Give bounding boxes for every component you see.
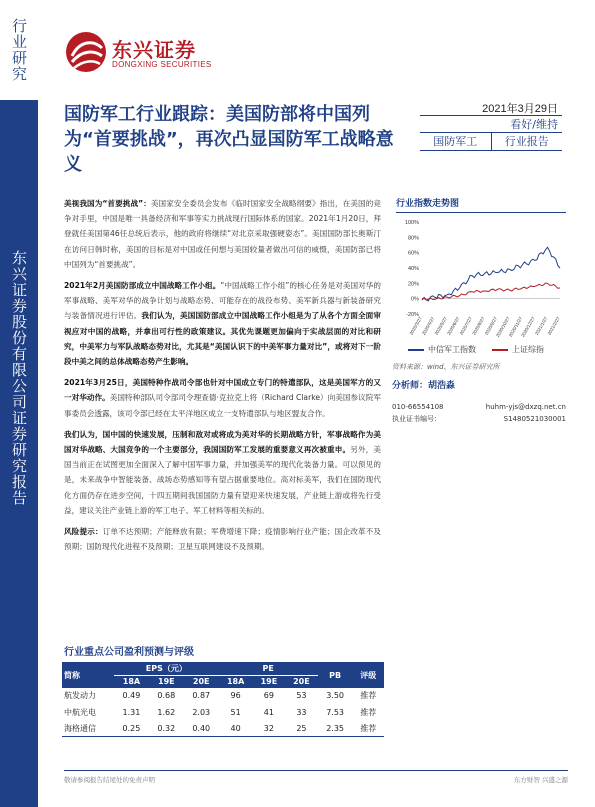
eps-cell: 0.40 <box>184 720 219 736</box>
table-header-row-1 <box>62 662 384 675</box>
analyst-cert-label: 执业证书编号： <box>392 415 441 423</box>
report-body <box>64 196 381 560</box>
paragraph-1 <box>64 196 381 272</box>
sidebar <box>0 0 38 807</box>
pe-cell: 41 <box>253 704 286 720</box>
report-category-label: 行业研究 <box>10 18 28 82</box>
x-tick-label: 2020/10/27 <box>495 316 511 339</box>
y-tick-label: 80% <box>407 235 419 242</box>
x-tick-label: 2020/8/27 <box>471 316 486 336</box>
x-tick-label: 2020/7/27 <box>458 316 474 336</box>
y-tick-label: 20% <box>407 281 419 288</box>
tag-industry: 国防军工 <box>420 133 492 150</box>
paragraph-2 <box>64 278 381 369</box>
pe-cell: 40 <box>219 720 253 736</box>
analyst-name: 分析师：胡浩淼 <box>392 381 456 391</box>
y-tick-label: 0% <box>411 296 419 303</box>
pe-cell: 51 <box>219 704 253 720</box>
logo-text-cn: 东兴证券 <box>112 38 196 62</box>
y-tick-label: 40% <box>407 266 419 272</box>
pb-cell: 2.35 <box>318 720 353 736</box>
legend-label-1: 中信军工指数 <box>428 345 476 354</box>
pb-cell: 7.53 <box>318 704 353 720</box>
paragraph-3-text: 美国特种部队司令部司令理查德·克拉克上将（Richard Clarke）向美国参议院军事委员会透露，该司令部已经在太平洋地区成立一支特遣部队与地区盟友合作。 <box>64 393 382 418</box>
x-tick-label: 2021/1/27 <box>533 316 549 336</box>
pe-cell: 32 <box>253 720 286 736</box>
sidebar-top <box>0 0 38 100</box>
x-tick-label: 2020/4/27 <box>421 316 436 336</box>
header-year: 18A <box>219 675 253 688</box>
analyst-cert-number: S1480521030001 <box>503 415 566 423</box>
analyst-phone: 010-66554108 <box>392 403 444 411</box>
header-year: 20E <box>285 675 318 688</box>
paragraph-2-text: “中国战略工作小组”的核心任务是对美国对华的军事战略、美军对华的战争计划与战略态势、可能存在的战役布势、美军新兵器与新装备研究与装备情况进行评估。 <box>64 281 381 321</box>
footer-slogan: 东方财智 兴盛之源 <box>513 776 568 784</box>
risk-warning <box>64 524 381 554</box>
footer-disclaimer: 敬请参阅报告结尾处的免责声明 <box>64 776 155 784</box>
analyst-cert-row <box>392 413 566 425</box>
y-tick-label: -20% <box>406 312 419 318</box>
report-date: 2021年3月29日 <box>420 100 562 116</box>
table-row <box>62 688 384 704</box>
index-chart-title: 行业指数走势图 <box>396 196 566 213</box>
report-tags <box>420 133 562 151</box>
y-tick-label: 100% <box>404 220 419 226</box>
tag-report-type: 行业报告 <box>504 135 549 148</box>
paragraph-4-text: 另外，美国当前正在试图更加全面深入了解中国军事力量，并加强美军的现代化装备力量。可以预见的是，未来战争中智能装备、战场态势感知等有望占据重要地位。高对标美军，我们在国防现代化方面仍存在进步空间，十四五期间我国国防力量有望迎来快速发展，产业链上游或将先行受益，建议关注产业链上游的军工电子、军工材料等相关标的。 <box>64 445 382 515</box>
analyst-contact-row <box>392 401 566 413</box>
header-year: 19E <box>149 675 184 688</box>
header-pe: PE <box>219 662 318 675</box>
paragraph-4-lead: 我们认为，国中国的快速发展，压制和敌对或将成为美对华的长期战略方针，军事战略作为美国对华战略、大国竞争的一个主要部分，我国国防军工发展的重要意义再次被重申。 <box>64 429 381 455</box>
sidebar-band <box>0 100 38 807</box>
x-tick-label: 2020/6/27 <box>446 316 461 336</box>
eps-cell: 0.68 <box>149 688 184 704</box>
company-logo <box>64 30 224 80</box>
legend-item-2 <box>492 344 544 355</box>
x-tick-label: 2020/12/27 <box>520 316 536 339</box>
eps-cell: 0.32 <box>149 720 184 736</box>
header-abbr: 简称 <box>62 662 114 688</box>
logo-mark-icon <box>64 30 108 74</box>
pe-cell: 96 <box>219 688 253 704</box>
paragraph-1-lead: 美视我国为“首要挑战”： <box>64 199 151 208</box>
pe-cell: 69 <box>253 688 286 704</box>
analyst-email[interactable]: huhm-yjs@dxzq.net.cn <box>485 403 566 411</box>
logo-text-en: DONGXING SECURITIES <box>112 60 212 69</box>
header-rating: 评级 <box>353 662 384 688</box>
paragraph-1-text: 美国家安全委员会发布《临时国家安全战略纲要》指出，在美国的竞争对手里，中国是唯一具备经济和军事等实力挑战现行国际体系的国家。2021年1月20日，拜登就任美国第46任总统后表示，他的政府将继续“对北京采取强硬姿态”。美国国防部长奥斯汀在访问日韩时称，美国的目标是对中国或任何想与美国较量者做出可信的威慑，美国防部已将中国列为“首要挑战”。 <box>64 199 381 269</box>
company-name: 航发动力 <box>62 688 114 704</box>
legend-item-1 <box>408 344 476 355</box>
eps-cell: 0.25 <box>114 720 149 736</box>
paragraph-3-lead: 2021年3月25日，美国特种作战司令部也针对中国成立专门的特遣部队，这是美国军方的又一对华动作。 <box>64 378 381 403</box>
header-eps: EPS（元） <box>114 662 219 675</box>
pe-cell: 25 <box>285 720 318 736</box>
report-rating: 看好/维持 <box>420 116 562 133</box>
company-name: 中航光电 <box>62 704 114 720</box>
report-title: 国防军工行业跟踪：美国防部将中国列为“首要挑战”，再次凸显国防军工战略意义 <box>64 104 394 175</box>
header-year: 20E <box>184 675 219 688</box>
risk-warning-lead: 风险提示： <box>64 527 103 537</box>
x-tick-label: 2020/11/27 <box>507 316 524 338</box>
chart-source: 资料来源：wind、东兴证券研究所 <box>392 363 500 371</box>
eps-cell: 0.87 <box>184 688 219 704</box>
paragraph-4 <box>64 427 381 518</box>
paragraph-2-lead: 2021年2月美国防部成立中国战略工作小组。 <box>64 281 221 291</box>
x-tick-label: 2020/5/27 <box>433 316 448 336</box>
table-row <box>62 720 384 736</box>
series-line-1 <box>422 247 560 300</box>
x-tick-label: 2021/2/27 <box>546 316 561 336</box>
eps-cell: 2.03 <box>184 704 219 720</box>
eps-cell: 1.31 <box>114 704 149 720</box>
index-trend-chart <box>396 214 566 364</box>
risk-warning-text: 订单不达预期；产能释放有限；军费增速下降；疫情影响行业产能；国企改革不及预期；国防现代化进程不及预期；卫星互联网建设不及预期。 <box>64 527 382 552</box>
forecast-table <box>62 662 384 737</box>
header-year: 19E <box>253 675 286 688</box>
report-info-box <box>420 100 562 151</box>
table-row <box>62 704 384 720</box>
header-pb: PB <box>318 662 353 688</box>
paragraph-2-conclusion: 我们认为，美国国防部成立中国战略工作小组是为了从各个方面全面审视应对中国的战略，并拿出可行性的政策建议。其优先课题更加偏向于实战层面的对比和研究，中美军力与军队战略态势对比，尤其是“美国认识下的中美军事力量对比”，或将对下一阶段中美之间的总体战略态势产生影响。 <box>64 311 382 367</box>
pe-cell: 53 <box>285 688 318 704</box>
legend-swatch-2 <box>492 349 508 351</box>
rating-cell: 推荐 <box>353 720 384 736</box>
analyst-block <box>392 362 566 425</box>
header-year: 18A <box>114 675 149 688</box>
rating-cell: 推荐 <box>353 688 384 704</box>
legend-swatch-1 <box>408 349 424 351</box>
x-tick-label: 2020/9/27 <box>483 316 499 336</box>
eps-cell: 0.49 <box>114 688 149 704</box>
rating-cell: 推荐 <box>353 704 384 720</box>
pe-cell: 33 <box>285 704 318 720</box>
paragraph-3 <box>64 375 381 421</box>
legend-label-2: 上证综指 <box>512 345 544 354</box>
page-footer <box>64 770 568 784</box>
company-vertical-label: 东兴证券股份有限公司证券研究报告 <box>10 250 28 506</box>
table-title: 行业重点公司盈利预测与评级 <box>64 647 194 658</box>
x-tick-label: 2020/3/27 <box>408 316 423 336</box>
company-name: 海格通信 <box>62 720 114 736</box>
pb-cell: 3.50 <box>318 688 353 704</box>
eps-cell: 1.62 <box>149 704 184 720</box>
y-tick-label: 60% <box>407 250 419 257</box>
